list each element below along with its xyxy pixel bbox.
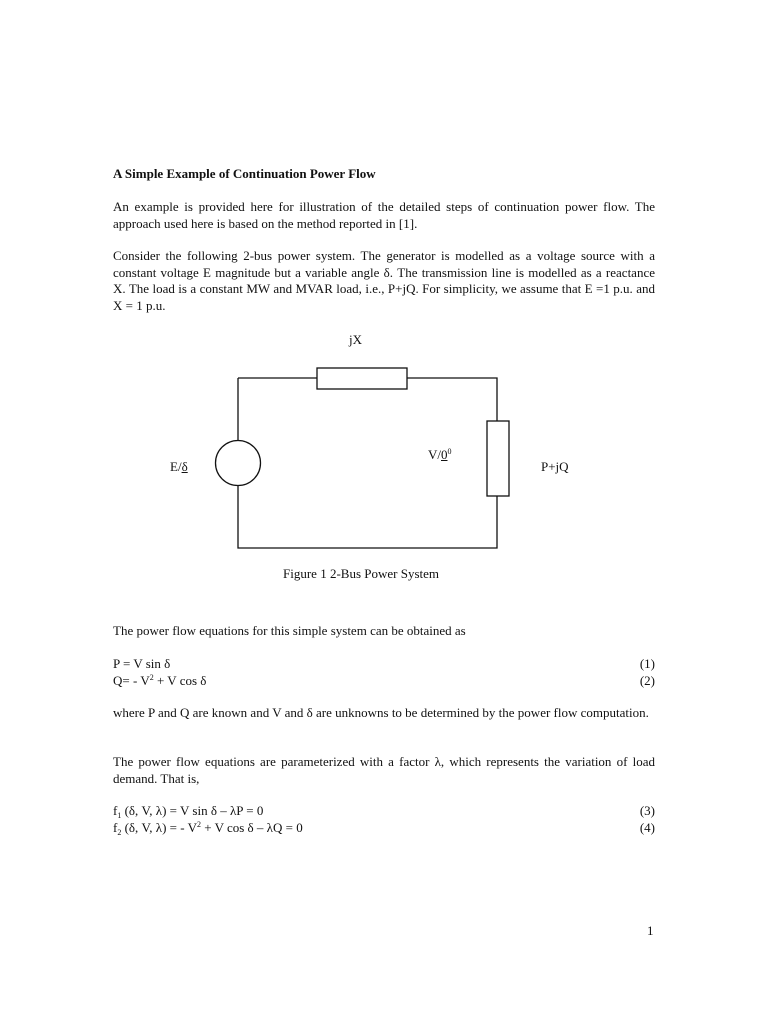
equation-2: $Q= - V^2 + V$ cos δ	[113, 673, 207, 688]
wire-top-right	[407, 378, 497, 421]
equations-intro-paragraph: The power flow equations for this simple system can be obtained as	[113, 623, 466, 638]
equation-3: $f_1$ (δ, V, λ) = V sin δ – λP = 0	[113, 803, 264, 820]
equation-1: P = V sin δ	[113, 656, 171, 671]
equation-3-number: (3)	[639, 803, 655, 818]
figure-caption: Figure 1 2-Bus Power System	[283, 566, 439, 581]
system-description-paragraph: Consider the following 2-bus power system. The generator is modelled as a voltage source with a constant voltage E magnitude but a variable angle δ. The transmission line is modelled as a reactance X. The load is a constant MW and MVAR load, i.e., P+jQ. For simplicity, we assume that E =1 p.u. and X = 1 p.u.	[113, 248, 655, 313]
unknowns-paragraph: where P and Q are known and V and δ are unknowns to be determined by the power flow computation.	[113, 705, 649, 720]
bus-voltage-label: $V/0^0$	[428, 447, 452, 462]
load-resistor	[487, 421, 509, 496]
equation-4: $f_2$ (δ, V, λ) = - $V^2 + V$ cos δ – λQ = 0	[113, 820, 303, 837]
equation-2-number: (2)	[639, 673, 655, 688]
equation-4-number: (4)	[639, 820, 655, 835]
source-voltage-label: E/δ	[170, 459, 188, 474]
section-heading: A Simple Example of Continuation Power Flow	[113, 166, 376, 181]
equation-1-number: (1)	[639, 656, 655, 671]
load-label: P+jQ	[541, 459, 569, 474]
wire-bottom	[238, 485, 497, 548]
parameterization-paragraph: The power flow equations are parameterized with a factor λ, which represents the variation of load demand. That is,	[113, 754, 655, 786]
reactance-label: jX	[349, 332, 362, 347]
intro-paragraph: An example is provided here for illustration of the detailed steps of continuation power flow. The approach used here is based on the method reported in [1].	[113, 199, 655, 231]
page-number: 1	[647, 923, 654, 938]
voltage-source	[216, 441, 261, 486]
reactance-resistor	[317, 368, 407, 389]
